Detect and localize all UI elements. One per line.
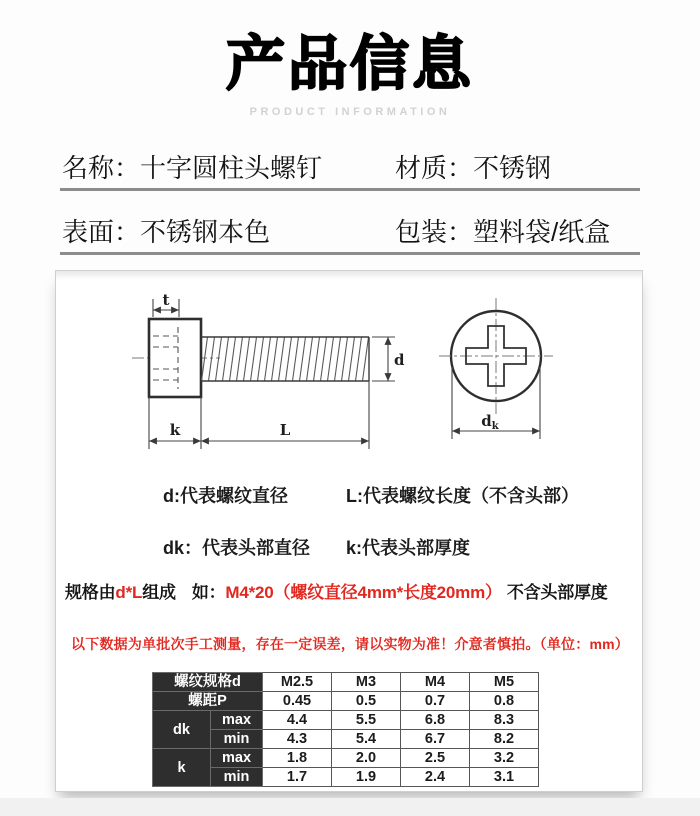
- spec-prefix: 规格由: [65, 583, 116, 602]
- screw-top-view: [439, 298, 553, 439]
- table-cell: 1.7: [263, 768, 332, 787]
- definition-L: L:代表螺纹长度（不含头部）: [346, 486, 579, 506]
- measurement-warning: 以下数据为单批次手工测量，存在一定误差，请以实物为准！介意者慎拍。（单位：mm）: [71, 636, 629, 652]
- info-surface-label: 表面：: [62, 217, 141, 247]
- info-surface-value: 不锈钢本色: [140, 217, 271, 247]
- table-sub-min: min: [211, 730, 263, 749]
- table-cell: 5.4: [332, 730, 401, 749]
- definition-dk: dk：代表头部直径: [163, 538, 311, 558]
- spec-example-label: 如：: [191, 583, 226, 602]
- table-cell: 2.0: [332, 749, 401, 768]
- table-cell: 6.8: [401, 711, 470, 730]
- table-row-dk-max: [153, 711, 539, 730]
- page-title: 产品信息: [225, 31, 474, 97]
- info-material: [395, 148, 642, 185]
- table-header-spec: 螺纹规格d: [153, 673, 263, 692]
- definition-d: d:代表螺纹直径: [163, 486, 288, 506]
- dim-label-d: d: [394, 351, 405, 369]
- info-material-value: 不锈钢: [473, 153, 552, 183]
- table-cell: 0.8: [470, 692, 539, 711]
- table-cell: 6.7: [401, 730, 470, 749]
- divider-line-2: [60, 252, 640, 255]
- dim-label-k: k: [169, 421, 181, 439]
- spec-dim-code: d*L: [115, 583, 143, 602]
- table-cell: 8.2: [470, 730, 539, 749]
- info-packaging: [395, 212, 642, 249]
- spec-mid: 组成: [142, 583, 176, 602]
- dim-label-dk: $d_k$: [481, 412, 499, 432]
- table-group-k: k: [153, 749, 211, 787]
- table-row-pitch: [153, 692, 539, 711]
- table-cell: 3.2: [470, 749, 539, 768]
- table-sub-min: min: [211, 768, 263, 787]
- table-sub-max: max: [211, 711, 263, 730]
- table-cell: 2.4: [401, 768, 470, 787]
- info-packaging-label: 包装：: [395, 217, 474, 247]
- page-bottom-edge: [0, 798, 700, 816]
- info-name: [62, 148, 395, 185]
- table-row-dk-min: [153, 730, 539, 749]
- table-cell: 3.1: [470, 768, 539, 787]
- table-cell: 4.3: [263, 730, 332, 749]
- screw-head-outline: [149, 319, 201, 397]
- table-col-m3: M3: [332, 673, 401, 692]
- table-pitch-label: 螺距P: [153, 692, 263, 711]
- table-row-k-max: [153, 749, 539, 768]
- table-cell: 0.45: [263, 692, 332, 711]
- dim-label-t: t: [162, 291, 170, 309]
- table-cell: 5.5: [332, 711, 401, 730]
- spec-suffix: 不含头部厚度: [506, 583, 608, 602]
- spec-format-line: [65, 578, 640, 603]
- screw-side-view: [132, 291, 405, 449]
- table-cell: 8.3: [470, 711, 539, 730]
- table-cell: 0.7: [401, 692, 470, 711]
- table-col-m25: M2.5: [263, 673, 332, 692]
- dim-label-L: L: [279, 421, 291, 439]
- info-packaging-value: 塑料袋/纸盒: [473, 217, 611, 247]
- definition-k: k:代表头部厚度: [346, 538, 471, 558]
- table-cell: 2.5: [401, 749, 470, 768]
- table-cell: 4.4: [263, 711, 332, 730]
- info-row-2: [62, 212, 642, 249]
- table-row-k-min: [153, 768, 539, 787]
- table-col-m5: M5: [470, 673, 539, 692]
- table-col-m4: M4: [401, 673, 470, 692]
- page-subtitle: PRODUCT INFORMATION: [249, 106, 451, 118]
- table-sub-max: max: [211, 749, 263, 768]
- info-name-value: 十字圆柱头螺钉: [140, 153, 323, 183]
- info-material-label: 材质：: [395, 153, 474, 183]
- spec-example: M4*20（螺纹直径4mm*长度20mm）: [225, 583, 502, 602]
- info-row-1: [62, 148, 642, 185]
- table-cell: 1.8: [263, 749, 332, 768]
- table-row-header: [153, 673, 539, 692]
- table-group-dk: dk: [153, 711, 211, 749]
- spec-image-panel: [55, 270, 643, 792]
- table-cell: 0.5: [332, 692, 401, 711]
- divider-line-1: [60, 188, 640, 191]
- thread-shaft: [201, 337, 369, 381]
- spec-table: [152, 672, 539, 787]
- screw-dimension-diagram: [56, 279, 644, 465]
- info-name-label: 名称：: [62, 153, 141, 183]
- table-cell: 1.9: [332, 768, 401, 787]
- info-surface: [62, 212, 395, 249]
